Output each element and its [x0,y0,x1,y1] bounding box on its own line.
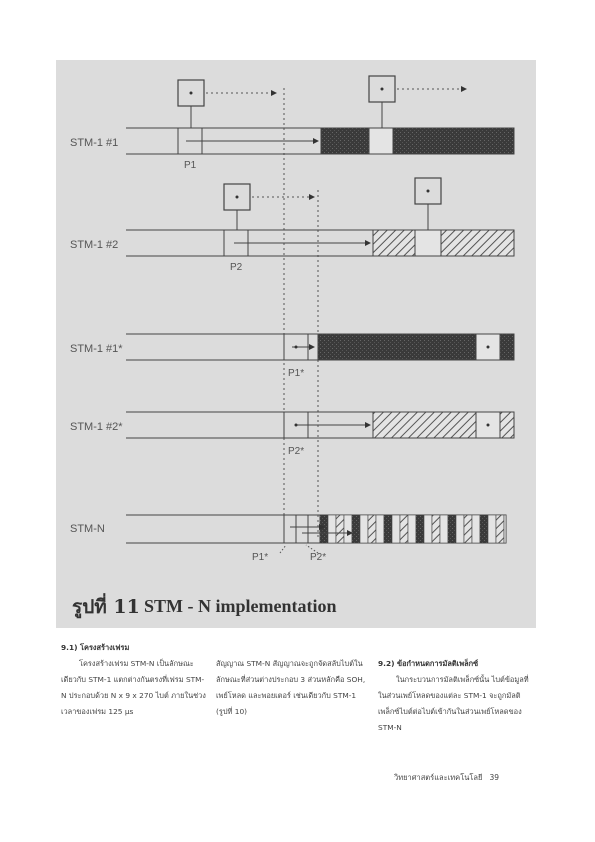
stm-n-byte-slot [432,515,440,543]
pointer-label-p1: P1 [184,160,197,171]
text-column-3 [378,656,530,736]
row-stm-n [70,515,506,563]
row-stm1-1 [70,76,514,171]
figure-diagram [56,60,536,590]
text-column-1 [61,640,209,720]
stm-n-byte-slot [336,515,344,543]
pointer-label-p2: P2 [230,262,243,273]
stm-n-byte-slot [328,515,336,543]
stm-n-byte-slot [360,515,368,543]
stm-n-byte-slot [416,515,424,543]
stm-n-byte-slot [400,515,408,543]
stm-n-byte-slot [480,515,488,543]
stm-n-byte-slot [424,515,432,543]
pointer-label-p2-star: P2* [288,446,305,457]
stm-n-byte-slot [320,515,328,543]
section-heading-9-1: 9.1) โครงสร้างเฟรม [61,643,130,652]
pointer-label-stm-n-p1: P1* [252,552,269,563]
row-label-stm1-2: STM-1 #2 [70,239,119,251]
text-column-2 [216,656,366,720]
paragraph-col1: โครงสร้างเฟรม STM-N เป็นลักษณะเดียวกับ STM-1 แตกต่างกันตรงที่เฟรม STM-N ประกอบด้วย N x 9 x 270 ไบต์ ภายในช่วงเวลาของเฟรม 125 μs [61,659,206,716]
section-heading-9-2: 9.2) ข้อกำหนดการมัลติเพล็กซ์ [378,659,479,668]
stm-n-byte-slot [408,515,416,543]
row-stm1-1-star [70,334,514,379]
paragraph-col2: สัญญาณ STM-N สัญญาณจะถูกจัดสลับไบต์ในลักษณะที่ส่วนต่างประกอบ 3 ส่วนหลักคือ SOH, เพย์โหลด และพอยเตอร์ เช่นเดียวกับ STM-1 (รูปที่ 10) [216,659,366,716]
row-stm1-2-star [70,412,514,457]
page-footer [394,772,499,784]
paragraph-col3: ในกระบวนการมัลติเพล็กซ์นั้น ไบต์ข้อมูลที่ในส่วนเพย์โหลดของแต่ละ STM-1 จะถูกมัลติเพล็กซ์ไบต์ต่อไบต์เข้ากันในส่วนเพย์โหลดของ STM-N [378,675,529,732]
figure-caption-number: รูปที่ 11 [72,596,140,618]
stm-n-byte-slot [392,515,400,543]
stm-n-byte-slot [376,515,384,543]
row-label-stm1-1: STM-1 #1 [70,137,119,149]
row-label-stm-n: STM-N [70,523,105,535]
figure-caption-title: STM - N implementation [144,596,337,616]
stm-n-byte-slot [368,515,376,543]
pointer-label-p1-star: P1* [288,368,305,379]
stm-n-byte-slot [504,515,506,543]
stm-n-byte-slot [344,515,352,543]
stm-n-byte-slot [440,515,448,543]
stm-n-byte-slot [456,515,464,543]
row-label-stm1-1-star: STM-1 #1* [70,343,123,355]
footer-journal-name: วิทยาศาสตร์และเทคโนโลยี [394,773,483,782]
stm-n-byte-slot [472,515,480,543]
row-label-stm1-2-star: STM-1 #2* [70,421,123,433]
stm-n-byte-slot [384,515,392,543]
pointer-label-stm-n-p2: P2* [310,552,327,563]
row-stm1-2 [70,178,514,273]
page-number: 39 [489,773,500,782]
stm-n-byte-slot [464,515,472,543]
stm-n-byte-slot [496,515,504,543]
figure-panel [56,60,536,628]
stm-n-byte-slot [352,515,360,543]
stm-n-byte-slot [448,515,456,543]
stm-n-byte-slot [488,515,496,543]
